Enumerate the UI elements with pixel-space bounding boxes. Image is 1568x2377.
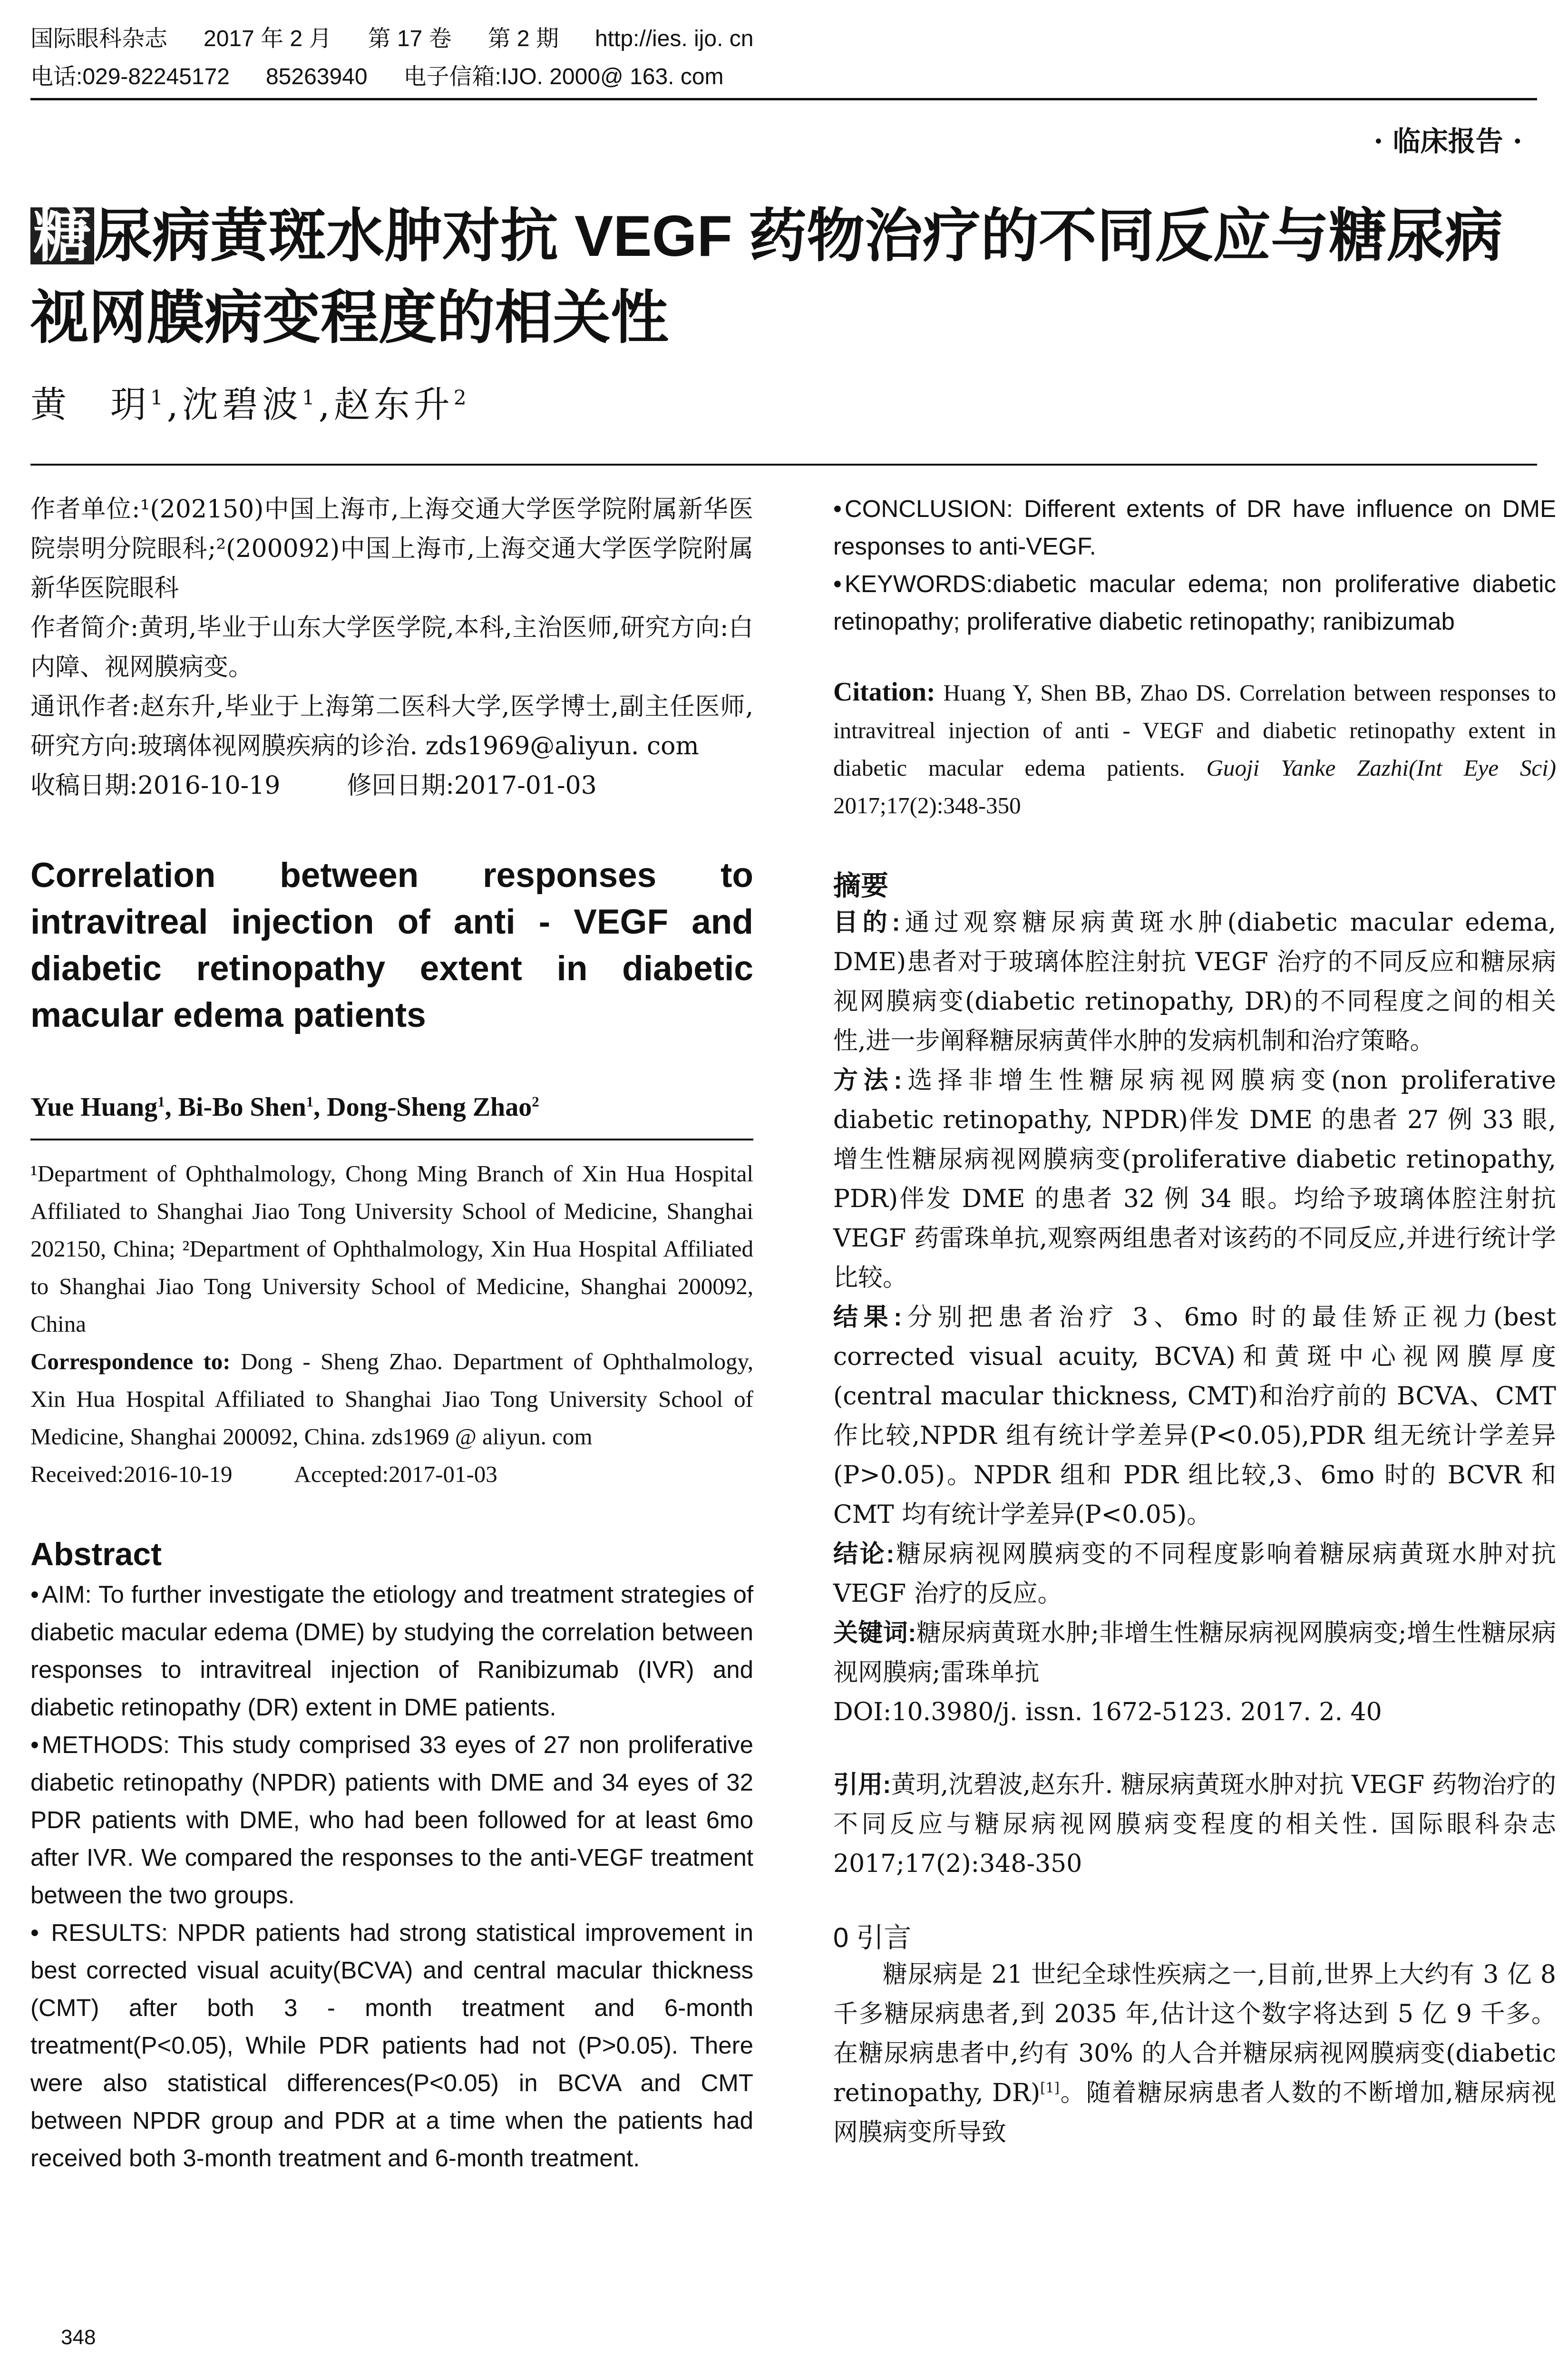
author-cn-3: 赵东升 <box>333 383 454 426</box>
author-bio: 作者简介:黄玥,毕业于山东大学医学院,本科,主治医师,研究方向:白内障、视网膜病变。 <box>30 614 753 682</box>
revised-cn: 修回日期:2017-01-03 <box>347 771 597 800</box>
running-header-contact <box>30 63 760 91</box>
received-en: Received:2016-10-19 <box>30 1461 233 1487</box>
affiliation-en: ¹Department of Ophthalmology, Chong Ming Branch of Xin Hua Hospital Affiliated to Shanghai Jiao Tong University School of Medicine, Shanghai 202150, China; ²Department of Ophthalmology, Xin Hua Hospital Affiliated to Shanghai Jiao Tong University School of Medicine, Shanghai 200092, China <box>30 1160 753 1337</box>
results-label: RESULTS: <box>51 1919 168 1946</box>
citation-en <box>833 673 1556 824</box>
zh-methods <box>833 1061 1556 1298</box>
zh-results <box>833 1298 1556 1535</box>
author-en-1-sup: 1 <box>157 1093 165 1110</box>
keywords-text: diabetic macular edema; non proliferative diabetic retinopathy; proliferative diabetic retinopathy; ranibizumab <box>833 570 1556 635</box>
abstract-keywords: • KEYWORDS:diabetic macular edema; non proliferative diabetic retinopathy; proliferative diabetic retinopathy; ranibizumab <box>833 570 1556 635</box>
zh-conclusion-text: 糖尿病视网膜病变的不同程度影响着糖尿病黄斑水肿对抗 VEGF 治疗的反应。 <box>833 1540 1556 1608</box>
zh-conclusion <box>833 1535 1556 1614</box>
intro-paragraph <box>833 1955 1556 2153</box>
section-label: · 临床报告 · <box>1373 125 1522 157</box>
running-header-top <box>30 25 789 53</box>
zh-citation-label: 引用: <box>833 1771 891 1799</box>
zh-keywords-text: 糖尿病黄斑水肿;非增生性糖尿病视网膜病变;增生性糖尿病视网膜病;雷珠单抗 <box>833 1619 1556 1687</box>
correspondence-en <box>30 1343 753 1455</box>
doi: DOI:10.3980/j. issn. 1672-5123. 2017. 2. 40 <box>833 1698 1382 1726</box>
intro-text: 糖尿病是 21 世纪全球性疾病之一,目前,世界上大约有 3 亿 8 千多糖尿病患者,到 2035 年,估计这个数字将达到 5 亿 9 千多。在糖尿病患者中,约有 30% 的人合并糖尿病视网膜病变(diabetic retinopathy, DR) <box>833 1960 1556 2107</box>
issue: 第 2 期 <box>487 26 559 51</box>
zh-results-label: 结果: <box>833 1304 902 1331</box>
intro-ref: [1] <box>1040 2079 1060 2096</box>
conclusion-text: Different extents of DR have influence on DME responses to anti-VEGF. <box>833 495 1557 560</box>
zh-keywords <box>833 1614 1556 1693</box>
correspondence-text: Dong - Sheng Zhao. Department of Ophthalmology, Xin Hua Hospital Affiliated to Shanghai Jiao Tong University School of Medicine, Shanghai 200092, China. zds1969 @ aliyun. com <box>30 1348 754 1450</box>
author-en-3-sup: 2 <box>532 1093 539 1110</box>
zh-conclusion-label: 结论: <box>833 1540 895 1568</box>
abstract-conclusion: • CONCLUSION: Different extents of DR have influence on DME responses to anti-VEGF. <box>833 495 1557 560</box>
zh-aim <box>833 903 1556 1061</box>
phone-2: 85263940 <box>265 64 368 89</box>
title-first-char: 糖 <box>30 207 94 264</box>
left-column <box>30 490 753 2177</box>
title-rest: 尿病黄斑水肿对抗 VEGF 药物治疗的不同反应与糖尿病视网膜病变程度的相关性 <box>30 204 1503 350</box>
citation-label: Citation: <box>833 677 935 707</box>
aim-text: To further investigate the etiology and treatment strategies of diabetic macular edema (DME) by studying the correlation between responses to intravitreal injection of Ranibizumab (IVR) and diabetic retinopathy (DR) extent in DME patients. <box>30 1581 754 1721</box>
intro-heading: 0 引言 <box>833 1922 912 1953</box>
author-cn-2: 沈碧波 <box>182 383 302 426</box>
author-cn-3-sup: 2 <box>453 386 470 409</box>
journal-url: http://ies. ijo. cn <box>594 26 754 51</box>
volume: 第 17 卷 <box>368 26 452 51</box>
zh-methods-text: 选择非增生性糖尿病视网膜病变(non proliferative diabetic retinopathy, NPDR)伴发 DME 的患者 27 例 33 眼,增生性糖尿病视网膜病变(proliferative diabetic retinopathy, PDR)伴发 DME 的患者 32 例 34 眼。均给予玻璃体腔注射抗 VEGF 药雷珠单抗,观察两组患者对该药的不同反应,并进行统计学比较。 <box>833 1066 1556 1292</box>
phone: 电话:029-82245172 <box>30 64 230 89</box>
email: 电子信箱:IJO. 2000@ 163. com <box>403 64 724 89</box>
results-text: NPDR patients had strong statistical improvement in best corrected visual acuity(BCVA) and central macular thickness (CMT) after both 3 - month treatment and 6-month treatment(P<0.05), While PDR patients had not (P>0.05). There were also statistical differences(P<0.05) in BCVA and CMT between NPDR group and PDR at a time when the patients had received both 3-month treatment and 6-month treatment. <box>30 1919 753 2172</box>
right-column <box>833 490 1556 2153</box>
intro-text-2: 。随着糖尿病患者人数的不断增加,糖尿病视网膜病变所导致 <box>833 2079 1556 2147</box>
keywords-label: KEYWORDS: <box>844 570 993 597</box>
aim-label: AIM: <box>41 1581 92 1608</box>
abstract-aim: • AIM: To further investigate the etiology and treatment strategies of diabetic macular edema (DME) by studying the correlation between responses to intravitreal injection of Ranibizumab (IVR) and diabetic retinopathy (DR) extent in DME patients. <box>30 1581 754 1721</box>
conclusion-label: CONCLUSION: <box>844 495 1013 522</box>
zh-abstract-heading: 摘要 <box>833 870 889 901</box>
authors-cn: 黄 玥$^1$,沈碧波$^1$,赵东升$^2$ <box>30 383 470 426</box>
zh-methods-label: 方法: <box>833 1067 902 1094</box>
citation-journal: Guoji Yanke Zazhi(Int Eye Sci) <box>1206 755 1556 781</box>
dates-cn <box>30 766 753 806</box>
journal-name: 国际眼科杂志 <box>30 26 168 51</box>
author-en-2-sup: 1 <box>306 1093 314 1110</box>
header-rule <box>30 98 1537 100</box>
methods-label: METHODS: <box>41 1731 170 1758</box>
zh-citation <box>833 1765 1556 1884</box>
author-cn-2-sup: 1 <box>302 386 319 409</box>
author-cn-1: 黄 玥 <box>30 383 150 426</box>
issue-date: 2017 年 2 月 <box>204 26 332 51</box>
dates-en <box>30 1455 753 1493</box>
authors-en: Yue Huang$^1$, Bi-Bo Shen$^1$, Dong-Sheng Zhao$^2$ <box>30 1092 539 1122</box>
zh-keywords-label: 关键词: <box>833 1619 916 1647</box>
english-title: Correlation between responses to intravitreal injection of anti - VEGF and diabetic retinopathy extent in diabetic macular edema patients <box>30 856 753 1034</box>
zh-aim-label: 目的: <box>833 909 900 936</box>
author-en-1: Yue Huang <box>30 1092 158 1122</box>
abstract-methods: • METHODS: This study comprised 33 eyes of 27 non proliferative diabetic retinopathy (NPDR) patients with DME and 34 eyes of 32 PDR patients with DME, who had been followed for at least 6mo after IVR. We compared the responses to the anti-VEGF treatment between the two groups. <box>30 1731 753 1909</box>
methods-text: This study comprised 33 eyes of 27 non proliferative diabetic retinopathy (NPDR) patients with DME and 34 eyes of 32 PDR patients with DME, who had been followed for at least 6mo after IVR. We compared the responses to the anti-VEGF treatment between the two groups. <box>30 1731 753 1909</box>
citation-ref: 2017;17(2):348-350 <box>833 792 1021 818</box>
title-rule <box>30 464 1537 466</box>
correspondence-label: Correspondence to: <box>30 1348 231 1374</box>
zh-aim-text: 通过观察糖尿病黄斑水肿(diabetic macular edema, DME)患者对于玻璃体腔注射抗 VEGF 治疗的不同反应和糖尿病视网膜病变(diabetic retinopathy, DR)的不同程度之间的相关性,进一步阐释糖尿病黄伴水肿的发病机制和治疗策略。 <box>833 908 1556 1055</box>
received-cn: 收稿日期:2016-10-19 <box>30 771 281 800</box>
citation-text: Huang Y, Shen BB, Zhao DS. Correlation between responses to intravitreal injection of anti - VEGF and diabetic retinopathy extent in diabetic macular edema patients. <box>833 680 1557 781</box>
affiliation-cn: 作者单位:¹(202150)中国上海市,上海交通大学医学院附属新华医院崇明分院眼科;²(200092)中国上海市,上海交通大学医学院附属新华医院眼科 <box>30 495 753 603</box>
author-en-3: Dong-Sheng Zhao <box>327 1092 532 1122</box>
author-cn-1-sup: 1 <box>150 386 167 409</box>
zh-citation-text: 黄玥,沈碧波,赵东升. 糖尿病黄斑水肿对抗 VEGF 药物治疗的不同反应与糖尿病视网膜病变程度的相关性. 国际眼科杂志 2017;17(2):348-350 <box>833 1771 1556 1878</box>
page-number: 348 <box>61 2326 96 2349</box>
abstract-heading: Abstract <box>30 1536 162 1572</box>
accepted-en: Accepted:2017-01-03 <box>294 1461 497 1487</box>
author-en-2: Bi-Bo Shen <box>178 1092 306 1122</box>
paper-title <box>30 195 1543 359</box>
abstract-results: • RESULTS: NPDR patients had strong statistical improvement in best corrected visual acuity(BCVA) and central macular thickness (CMT) after both 3 - month treatment and 6-month treatment(P<0.05), While PDR patients had not (P>0.05). There were also statistical differences(P<0.05) in BCVA and CMT between NPDR group and PDR at a time when the patients had received both 3-month treatment and 6-month treatment. <box>30 1919 753 2172</box>
zh-results-text: 分别把患者治疗 3、6mo 时的最佳矫正视力(best corrected visual acuity, BCVA)和黄斑中心视网膜厚度(central macular thickness, CMT)和治疗前的 BCVA、CMT 作比较,NPDR 组有统计学差异(P<0.05),PDR 组无统计学差异(P>0.05)。NPDR 组和 PDR 组比较,3、6mo 时的 BCVR 和 CMT 均有统计学差异(P<0.05)。 <box>833 1303 1556 1529</box>
authors-rule <box>30 1139 753 1140</box>
correspondence-cn: 通讯作者:赵东升,毕业于上海第二医科大学,医学博士,副主任医师,研究方向:玻璃体视网膜疾病的诊治. zds1969@aliyun. com <box>30 692 753 760</box>
